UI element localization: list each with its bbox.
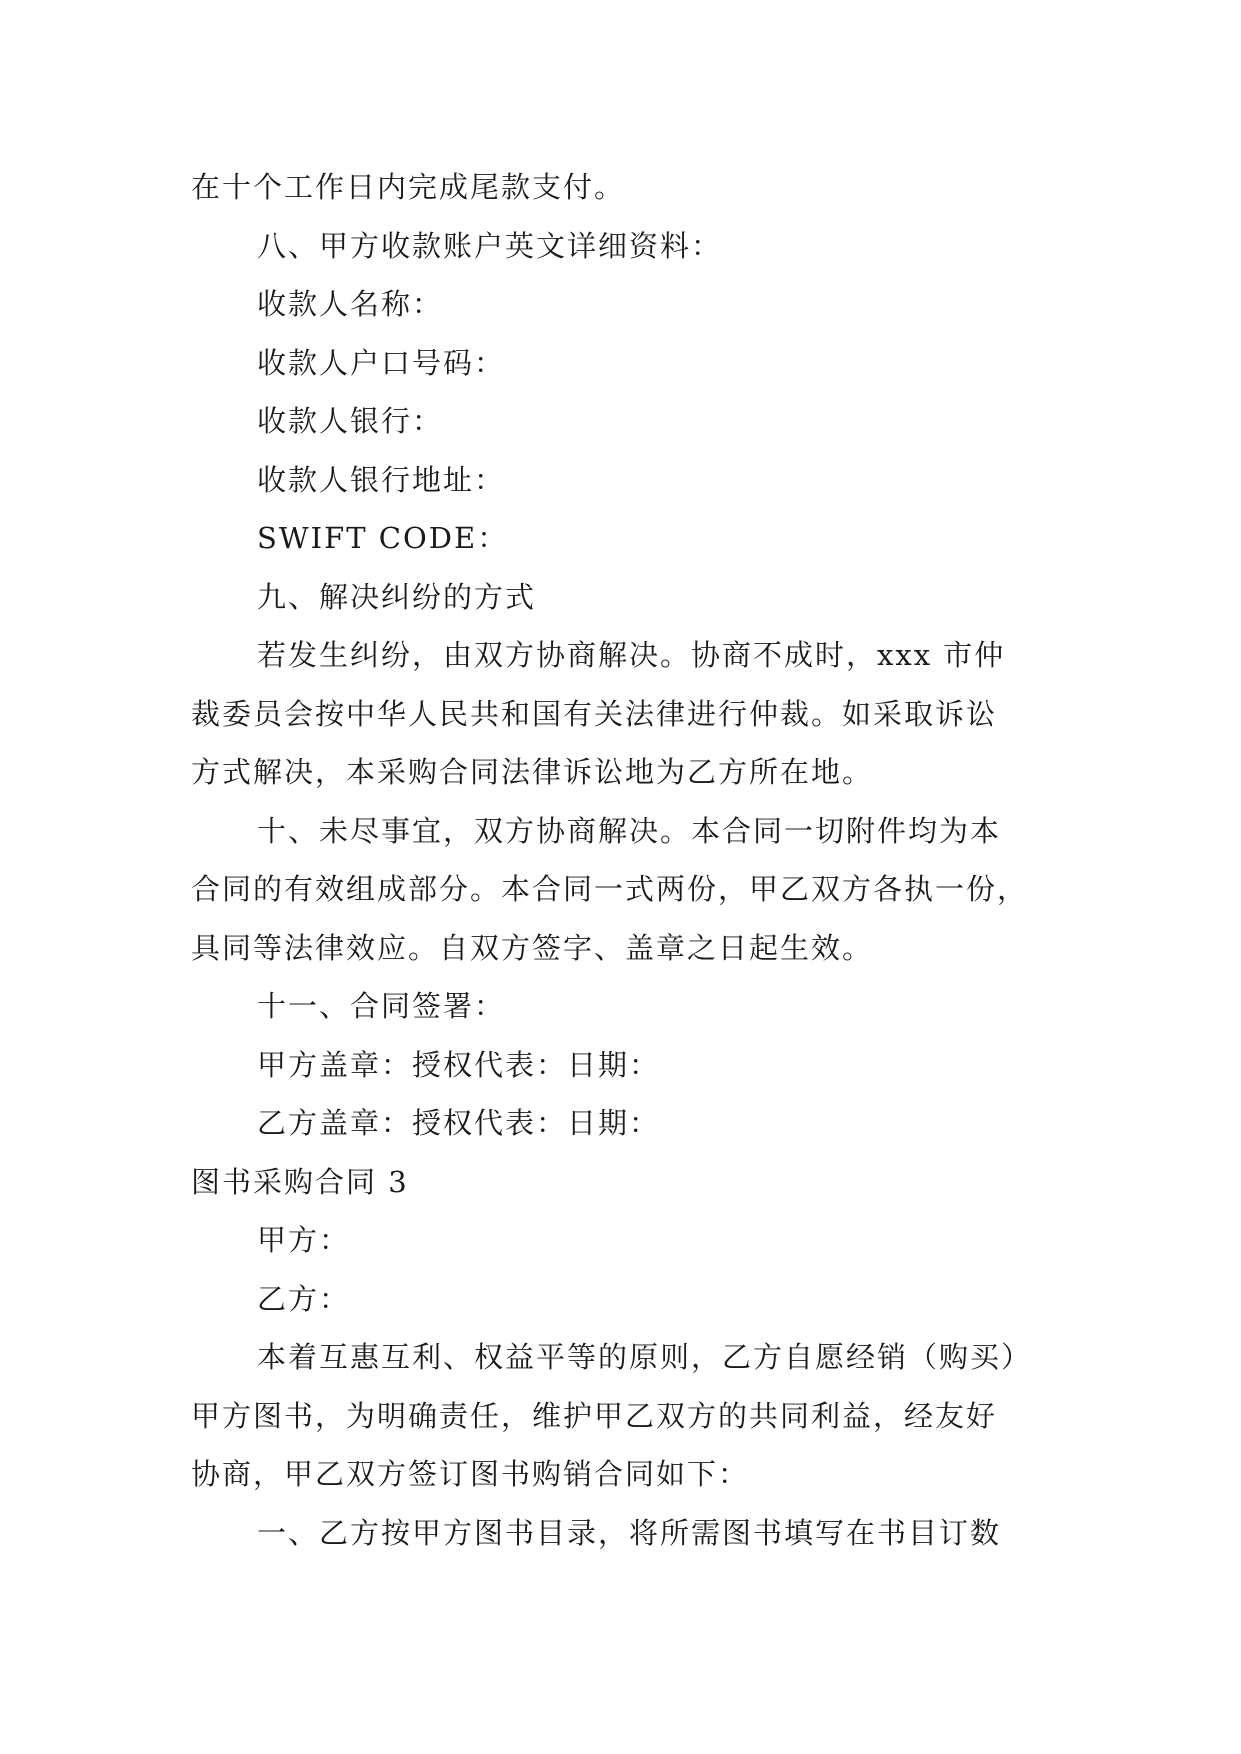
paragraph-line: 甲方图书，为明确责任，维护甲乙双方的共同利益，经友好 (191, 1398, 998, 1433)
paragraph-line: 合同的有效组成部分。本合同一式两份，甲乙双方各执一份， (191, 872, 1029, 906)
section-heading: 八、甲方收款账户英文详细资料： (257, 228, 723, 263)
section-heading: 九、解决纠纷的方式 (257, 579, 537, 614)
paragraph-line: 方式解决，本采购合同法律诉讼地为乙方所在地。 (191, 755, 874, 789)
field-label: 收款人户口号码： (257, 345, 506, 380)
party-label: 乙方： (257, 1281, 351, 1316)
text-line: 在十个工作日内完成尾款支付。 (191, 170, 626, 204)
field-label: 收款人银行： (257, 404, 444, 438)
paragraph-line: 十、未尽事宜，双方协商解决。本合同一切附件均为本 (257, 813, 1002, 848)
paragraph-line: 裁委员会按中华人民共和国有关法律进行仲裁。如采取诉讼 (191, 696, 998, 731)
paragraph-line: 若发生纠纷，由双方协商解决。协商不成时，xxx 市仲 (257, 638, 1006, 672)
document-body (191, 158, 1057, 1562)
paragraph-line: 具同等法律效应。自双方签字、盖章之日起生效。 (191, 930, 874, 965)
section-heading: 十一、合同签署： (257, 989, 506, 1023)
field-label: SWIFT CODE： (257, 521, 509, 555)
party-label: 甲方： (257, 1223, 351, 1257)
paragraph-line: 本着互惠互利、权益平等的原则，乙方自愿经销（购买） (257, 1340, 1033, 1374)
paragraph-line: 一、乙方按甲方图书目录，将所需图书填写在书目订数 (257, 1515, 1002, 1550)
paragraph-line: 协商，甲乙双方签订图书购销合同如下： (191, 1457, 750, 1491)
field-label: 收款人名称： (257, 287, 444, 321)
field-label: 收款人银行地址： (257, 462, 506, 497)
document-title: 图书采购合同 3 (191, 1164, 409, 1199)
signature-line: 甲方盖章：授权代表：日期： (257, 1047, 661, 1082)
signature-line: 乙方盖章：授权代表：日期： (257, 1106, 661, 1140)
